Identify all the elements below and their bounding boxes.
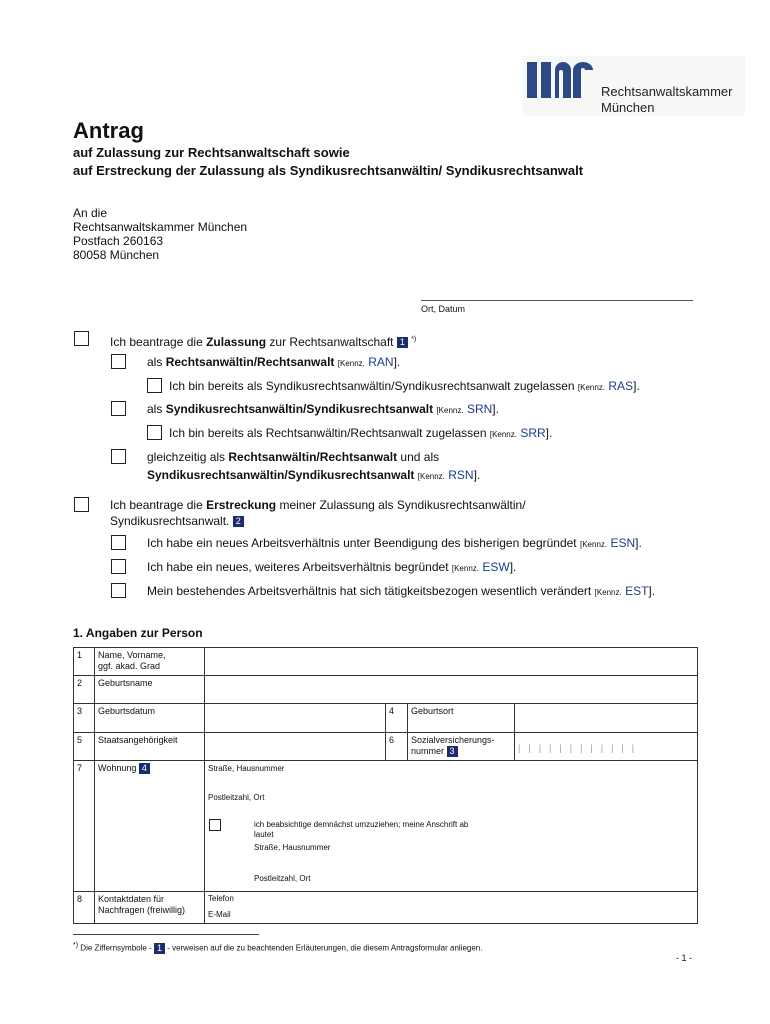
row-number: 6 bbox=[386, 733, 408, 761]
ran-checkbox[interactable] bbox=[111, 354, 126, 369]
table-row bbox=[74, 676, 698, 704]
note-badge: 3 bbox=[447, 746, 458, 757]
note-badge: 1 bbox=[154, 943, 165, 954]
personal-data-table bbox=[73, 647, 698, 924]
footnote-separator bbox=[73, 934, 259, 935]
name-label: Name, Vorname, ggf. akad. Grad bbox=[95, 648, 205, 676]
residence-label: Wohnung 4 bbox=[95, 761, 205, 892]
note-badge: 2 bbox=[233, 516, 244, 527]
srn-label: als Syndikusrechtsanwältin/Syndikusrechtsanwalt [Kennz. SRN]. bbox=[147, 402, 499, 416]
subtitle-2: auf Erstreckung der Zulassung als Syndikusrechtsanwältin/ Syndikusrechtsanwalt bbox=[73, 163, 584, 178]
table-row bbox=[74, 761, 698, 892]
signature-line[interactable] bbox=[421, 300, 693, 301]
row-number: 5 bbox=[74, 733, 95, 761]
birthdate-field[interactable] bbox=[205, 704, 386, 733]
est-checkbox[interactable] bbox=[111, 583, 126, 598]
esw-checkbox[interactable] bbox=[111, 559, 126, 574]
page-title: Antrag bbox=[73, 118, 144, 143]
nationality-field[interactable] bbox=[205, 733, 386, 761]
erstreckung-checkbox[interactable] bbox=[74, 497, 89, 512]
srr-checkbox[interactable] bbox=[147, 425, 162, 440]
nationality-label: Staatsangehörigkeit bbox=[95, 733, 205, 761]
ras-checkbox[interactable] bbox=[147, 378, 162, 393]
logo-line1: Rechtsanwaltskammer bbox=[601, 84, 733, 99]
address-line: 80058 München bbox=[73, 248, 160, 262]
zulassung-label: Ich beantrage die Zulassung zur Rechtsanwaltschaft 1 *) bbox=[110, 335, 417, 349]
section-heading: 1. Angaben zur Person bbox=[73, 626, 203, 640]
new-street-label: Straße, Hausnummer bbox=[254, 843, 331, 852]
row-number: 8 bbox=[74, 892, 95, 924]
residence-field[interactable] bbox=[205, 761, 698, 892]
contact-label: Kontaktdaten für Nachfragen (freiwillig) bbox=[95, 892, 205, 924]
srn-checkbox[interactable] bbox=[111, 401, 126, 416]
table-row bbox=[74, 892, 698, 924]
ras-label: Ich bin bereits als Syndikusrechtsanwältin/Syndikusrechtsanwalt zugelassen [Kennz. RAS]. bbox=[169, 379, 640, 393]
new-plz-label: Postleitzahl, Ort bbox=[254, 874, 311, 883]
rsn-label-line2: Syndikusrechtsanwältin/Syndikusrechtsanwalt [Kennz. RSN]. bbox=[147, 468, 481, 482]
row-number: 1 bbox=[74, 648, 95, 676]
erstreckung-label-line2: Syndikusrechtsanwalt. 2 bbox=[110, 514, 244, 529]
table-row bbox=[74, 733, 698, 761]
contact-field[interactable] bbox=[205, 892, 698, 924]
esw-label: Ich habe ein neues, weiteres Arbeitsverhältnis begründet [Kennz. ESW]. bbox=[147, 560, 517, 574]
rsn-checkbox[interactable] bbox=[111, 449, 126, 464]
birthplace-field[interactable] bbox=[515, 704, 698, 733]
erstreckung-label: Ich beantrage die Erstreckung meiner Zulassung als Syndikusrechtsanwältin/ bbox=[110, 498, 526, 512]
note-badge: 1 bbox=[397, 337, 408, 348]
email-label: E-Mail bbox=[208, 910, 231, 919]
signature-label: Ort, Datum bbox=[421, 304, 466, 314]
ran-label: als Rechtsanwältin/Rechtsanwalt [Kennz. RAN]. bbox=[147, 355, 401, 369]
subtitle-1: auf Zulassung zur Rechtsanwaltschaft sowie bbox=[73, 145, 350, 160]
name-field[interactable] bbox=[205, 648, 698, 676]
relocation-checkbox[interactable] bbox=[209, 819, 221, 831]
table-row bbox=[74, 704, 698, 733]
row-number: 4 bbox=[386, 704, 408, 733]
relocation-label: ich beabsichtige demnächst umzuziehen; meine Anschrift ab lautet bbox=[254, 820, 469, 839]
zulassung-checkbox[interactable] bbox=[74, 331, 89, 346]
row-number: 3 bbox=[74, 704, 95, 733]
logo-mark-icon bbox=[523, 56, 603, 102]
footnote: *) Die Ziffernsymbole - 1 - verweisen auf die zu beachtenden Erläuterungen, die diesem Antragsformular anliegen. bbox=[73, 942, 483, 954]
row-number: 2 bbox=[74, 676, 95, 704]
phone-label: Telefon bbox=[208, 894, 234, 903]
rsn-label: gleichzeitig als Rechtsanwältin/Rechtsanwalt und als bbox=[147, 450, 440, 464]
esn-checkbox[interactable] bbox=[111, 535, 126, 550]
est-label: Mein bestehendes Arbeitsverhältnis hat sich tätigkeitsbezogen wesentlich verändert [Kennz. EST]. bbox=[147, 584, 656, 598]
table-row bbox=[74, 648, 698, 676]
page-number: - 1 - bbox=[676, 953, 693, 963]
svnr-field[interactable]: | | | | | | | | | | | | bbox=[515, 733, 698, 761]
recipient-address bbox=[73, 206, 247, 262]
srr-label: Ich bin bereits als Rechtsanwältin/Rechtsanwalt zugelassen [Kennz. SRR]. bbox=[169, 426, 553, 440]
birthname-field[interactable] bbox=[205, 676, 698, 704]
birthplace-label: Geburtsort bbox=[408, 704, 515, 733]
street-label: Straße, Hausnummer bbox=[208, 764, 285, 773]
address-line: An die bbox=[73, 206, 108, 220]
plz-label: Postleitzahl, Ort bbox=[208, 793, 265, 802]
address-line: Postfach 260163 bbox=[73, 234, 164, 248]
svnr-label: Sozialversicherungs- nummer 3 bbox=[408, 733, 515, 761]
row-number: 7 bbox=[74, 761, 95, 892]
note-badge: 4 bbox=[139, 763, 150, 774]
esn-label: Ich habe ein neues Arbeitsverhältnis unter Beendigung des bisherigen begründet [Kennz. ESN]. bbox=[147, 536, 642, 550]
chamber-logo bbox=[523, 56, 745, 116]
birthdate-label: Geburtsdatum bbox=[95, 704, 205, 733]
birthname-label: Geburtsname bbox=[95, 676, 205, 704]
address-line: Rechtsanwaltskammer München bbox=[73, 220, 248, 234]
logo-line2: München bbox=[601, 100, 655, 115]
